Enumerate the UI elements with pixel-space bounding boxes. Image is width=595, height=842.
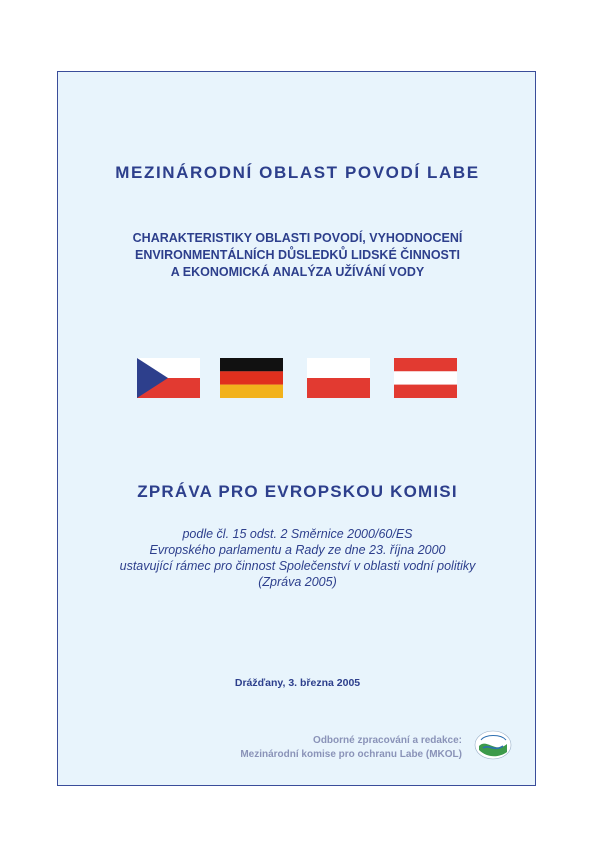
mkol-logo-icon (473, 728, 513, 760)
report-title: ZPRÁVA PRO EVROPSKOU KOMISI (137, 482, 458, 501)
credit-organization: Mezinárodní komise pro ochranu Labe (MKOL) (240, 749, 462, 760)
austrian-flag-icon (394, 358, 457, 398)
document-subtitle (0, 230, 595, 281)
editorial-credit (240, 734, 462, 762)
legal-line: Evropského parlamentu a Rady ze dne 23. října 2000 (149, 543, 446, 557)
german-flag-icon (220, 358, 283, 398)
subtitle-line: A EKONOMICKÁ ANALÝZA UŽÍVÁNÍ VODY (170, 265, 425, 279)
subtitle-line: ENVIRONMENTÁLNÍCH DŮSLEDKŮ LIDSKÉ ČINNOSTI (134, 248, 460, 262)
legal-line: (Zpráva 2005) (258, 575, 337, 589)
subtitle-line: CHARAKTERISTIKY OBLASTI POVODÍ, VYHODNOCENÍ (132, 231, 463, 245)
legal-reference (0, 526, 595, 590)
publication-date: Drážďany, 3. března 2005 (234, 677, 361, 689)
page-title: MEZINÁRODNÍ OBLAST POVODÍ LABE (115, 163, 480, 182)
credit-label: Odborné zpracování a redakce: (313, 735, 462, 746)
legal-line: ustavující rámec pro činnost Společenství v oblasti vodní politiky (119, 559, 476, 573)
polish-flag-icon (307, 358, 370, 398)
czech-flag-icon (137, 358, 200, 398)
legal-line: podle čl. 15 odst. 2 Směrnice 2000/60/ES (182, 527, 413, 541)
